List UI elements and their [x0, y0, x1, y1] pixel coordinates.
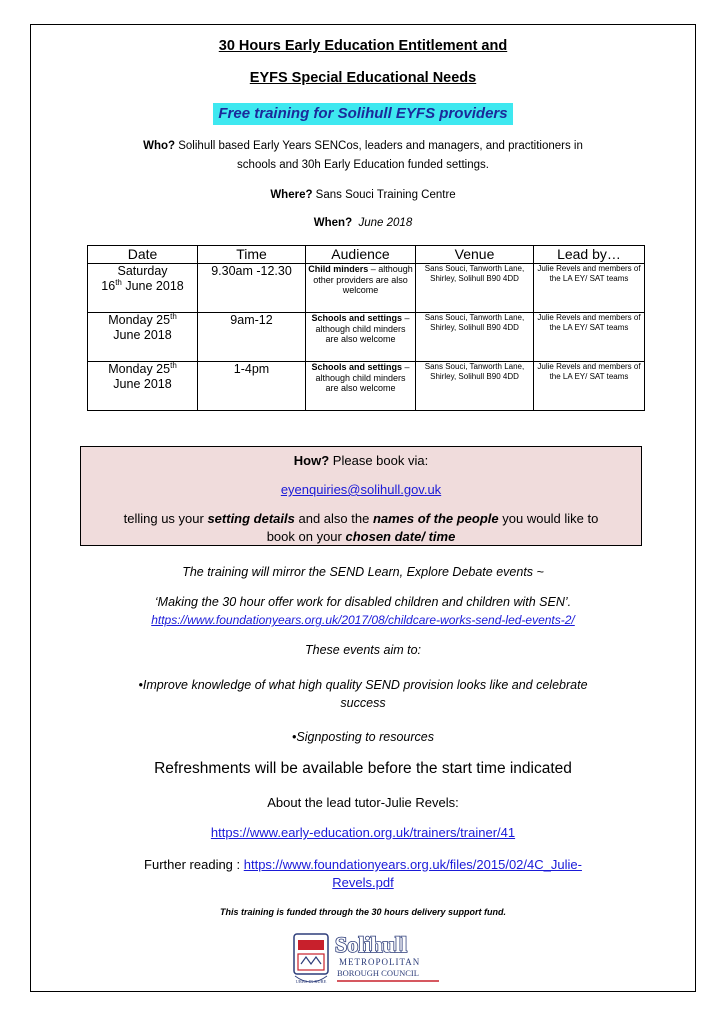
date-month: June 2018 — [121, 279, 184, 293]
table-row — [88, 264, 645, 313]
title-line-1: 30 Hours Early Education Entitlement and — [218, 38, 508, 54]
further-reading-label: Further reading : — [144, 857, 244, 872]
date-day: Monday 25 — [108, 362, 171, 376]
funding-note: This training is funded through the 30 hours delivery support fund. — [219, 907, 506, 917]
audience-note: –although child minders are also welcome — [315, 362, 410, 393]
how-text: Please book via: — [329, 453, 429, 468]
booking-instructions-2 — [81, 529, 641, 544]
who-line-1 — [30, 137, 696, 156]
highlight-text: Free training for Solihull EYFS providers — [213, 103, 512, 125]
booking-line — [81, 453, 641, 468]
further-reading-link-cont[interactable]: Revels.pdf — [332, 875, 394, 890]
how-label: How? — [293, 453, 330, 468]
mirror-text: The training will mirror the SEND Learn, Explore Debate events ~ — [182, 565, 544, 579]
instr-emph: names of the people — [372, 511, 499, 526]
booking-instructions-1 — [81, 511, 641, 526]
audience-main: Child minders — [308, 264, 369, 274]
audience-note: –although child minders are also welcome — [315, 313, 410, 344]
table-row — [88, 313, 645, 362]
logo-graphic — [293, 930, 441, 986]
date-month: June 2018 — [113, 377, 172, 391]
col-header-audience: Audience — [306, 246, 416, 264]
event-quote: ‘Making the 30 hour offer work for disabled children and children with SEN’. — [154, 595, 572, 609]
audience-main: Schools and settings — [311, 313, 402, 323]
logo-motto: URBS IN RURE — [295, 979, 327, 984]
when-line — [30, 214, 696, 233]
table-row — [88, 362, 645, 411]
further-reading-line — [30, 857, 696, 872]
booking-box — [80, 446, 642, 546]
cell-venue: Sans Souci, Tanworth Lane, Shirley, Solihull B90 4DD — [416, 362, 534, 411]
where-line — [30, 186, 696, 205]
col-header-time: Time — [198, 246, 306, 264]
cell-audience — [306, 362, 416, 411]
cell-time: 9.30am -12.30 — [198, 264, 306, 313]
col-header-date: Date — [88, 246, 198, 264]
bullet-1-line-1: •Improve knowledge of what high quality SEND provision looks like and celebrate — [138, 678, 588, 692]
instr-text: you would like to — [498, 511, 599, 526]
instr-text: and also the — [294, 511, 373, 526]
when-label: When? — [313, 217, 353, 229]
bullet-2: •Signposting to resources — [292, 730, 434, 744]
bullet-1-line-2: success — [340, 696, 386, 710]
logo-line-1: METROPOLITAN — [339, 957, 421, 967]
cell-audience — [306, 313, 416, 362]
crest-chevron — [301, 957, 321, 964]
tutor-link[interactable]: https://www.early-education.org.uk/trainers/trainer/41 — [210, 825, 516, 840]
cell-lead: Julie Revels and members of the LA EY/ SAT teams — [534, 313, 645, 362]
aim-heading: These events aim to: — [304, 643, 422, 657]
who-text-1: Solihull based Early Years SENCos, leaders and managers, and practitioners in — [175, 140, 583, 152]
instr-emph: chosen date/ time — [345, 529, 456, 544]
cell-date — [88, 362, 198, 411]
audience-main: Schools and settings — [311, 362, 402, 372]
cell-lead: Julie Revels and members of the LA EY/ SAT teams — [534, 264, 645, 313]
cell-venue: Sans Souci, Tanworth Lane, Shirley, Solihull B90 4DD — [416, 313, 534, 362]
col-header-lead: Lead by… — [534, 246, 645, 264]
who-label: Who? — [143, 140, 176, 152]
col-header-venue: Venue — [416, 246, 534, 264]
date-suffix: th — [170, 361, 177, 370]
title-line-2: EYFS Special Educational Needs — [249, 70, 477, 86]
instr-emph: setting details — [207, 511, 295, 526]
where-text: Sans Souci Training Centre — [312, 189, 456, 201]
cell-time: 1-4pm — [198, 362, 306, 411]
audience-note: – although other providers are also welcome — [313, 264, 413, 295]
cell-lead: Julie Revels and members of the LA EY/ SAT teams — [534, 362, 645, 411]
highlight-banner — [30, 103, 696, 125]
logo-line-2: BOROUGH COUNCIL — [337, 968, 419, 978]
cell-venue: Sans Souci, Tanworth Lane, Shirley, Solihull B90 4DD — [416, 264, 534, 313]
cell-time: 9am-12 — [198, 313, 306, 362]
solihull-logo — [293, 930, 441, 986]
booking-email-link[interactable]: eyenquiries@solihull.gov.uk — [280, 482, 442, 497]
cell-date — [88, 264, 198, 313]
tutor-heading: About the lead tutor-Julie Revels: — [267, 795, 459, 810]
refreshments-note: Refreshments will be available before the start time indicated — [154, 760, 572, 777]
logo-wordmark: Solihull — [335, 932, 408, 957]
crest-band — [298, 940, 324, 950]
date-month: June 2018 — [113, 328, 172, 342]
events-link[interactable]: https://www.foundationyears.org.uk/2017/08/childcare-works-send-led-events-2/ — [151, 613, 575, 627]
date-suffix: th — [115, 277, 122, 287]
date-day: Monday 25 — [108, 313, 171, 327]
table-header-row — [88, 246, 645, 264]
date-suffix: th — [170, 312, 177, 321]
further-reading-link[interactable]: https://www.foundationyears.org.uk/files/2015/02/4C_Julie- — [243, 857, 582, 872]
who-line-2: schools and 30h Early Education funded settings. — [237, 159, 489, 171]
date-day: Saturday — [117, 264, 168, 278]
date-num: 16 — [101, 279, 116, 293]
cell-date — [88, 313, 198, 362]
schedule-table — [87, 245, 645, 411]
instr-text: telling us your — [123, 511, 208, 526]
cell-audience — [306, 264, 416, 313]
where-label: Where? — [270, 189, 313, 201]
when-text: June 2018 — [358, 217, 413, 229]
instr-text: book on your — [266, 529, 346, 544]
